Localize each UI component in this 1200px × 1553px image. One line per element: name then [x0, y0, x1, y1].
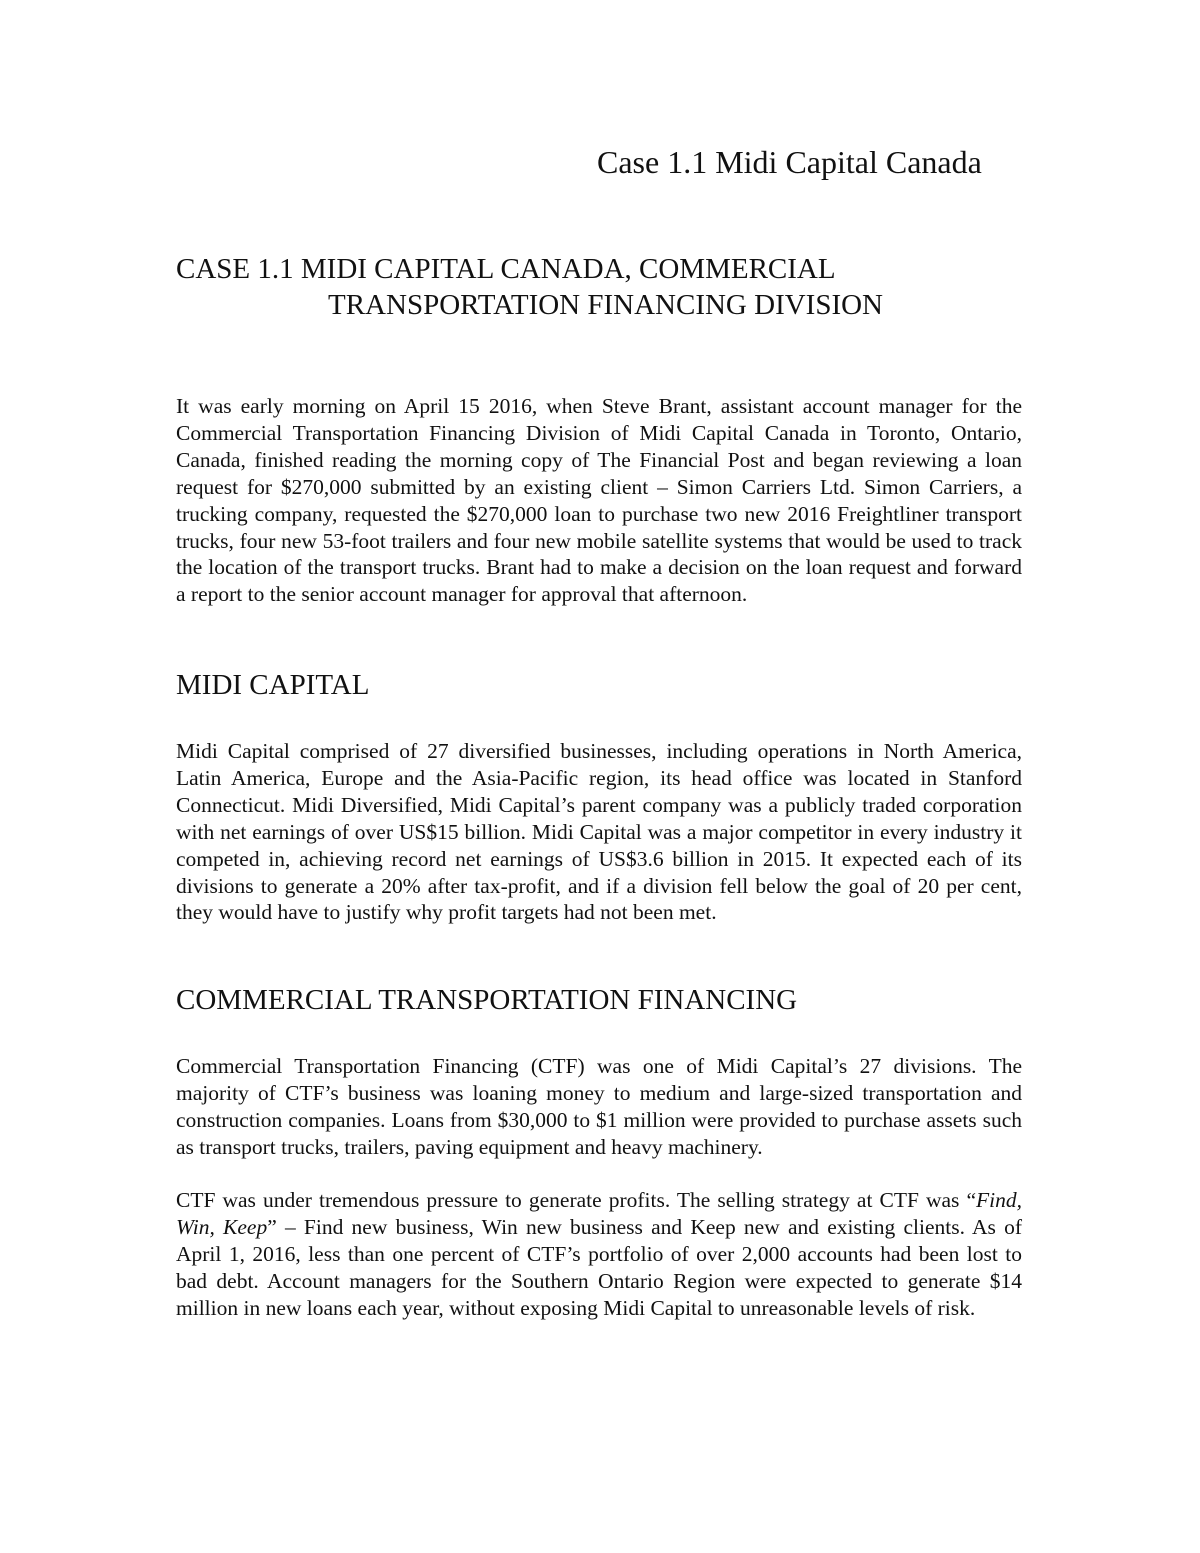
- midi-capital-paragraph: Midi Capital comprised of 27 diversified businesses, including operations in North America, Latin America, Europe and the Asia-Pacific region, its head office was located in Stanford Connecticut. Midi Diversified, Midi Capital’s parent company was a publicly traded corporation with net earnings of over US$15 billion. Midi Capital was a major competitor in every industry it competed in, achieving record net earnings of US$3.6 billion in 2015. It expected each of its divisions to generate a 20% after tax-profit, and if a division fell below the goal of 20 per cent, they would have to justify why profit targets had not been met.: [176, 739, 1022, 925]
- case-title: [176, 251, 883, 323]
- ctf-paragraph-1: Commercial Transportation Financing (CTF) was one of Midi Capital’s 27 divisions. The majority of CTF’s business was loaning money to medium and large-sized transportation and construction companies. Loans from $30,000 to $1 million were provided to purchase assets such as transport trucks, trailers, paving equipment and heavy machinery.: [176, 1054, 1022, 1159]
- selling-strategy-phrase: Find, Win, Keep: [176, 1188, 1022, 1239]
- section-heading-midi-capital: MIDI CAPITAL: [176, 669, 370, 701]
- intro-paragraph: It was early morning on April 15 2016, when Steve Brant, assistant account manager for the Commercial Transportation Financing Division of Midi Capital Canada in Toronto, Ontario, Canada, finished reading the morning copy of The Financial Post and began reviewing a loan request for $270,000 submitted by an existing client – Simon Carriers Ltd. Simon Carriers, a trucking company, requested the $270,000 loan to purchase two new 2016 Freightliner transport trucks, four new 53-foot trailers and four new mobile satellite systems that would be used to track the location of the transport trucks. Brant had to make a decision on the loan request and forward a report to the senior account manager for approval that afternoon.: [176, 394, 1022, 607]
- running-header: Case 1.1 Midi Capital Canada: [597, 144, 982, 180]
- section-heading-ctf: COMMERCIAL TRANSPORTATION FINANCING: [176, 984, 798, 1016]
- case-title-line-2: TRANSPORTATION FINANCING DIVISION: [328, 289, 883, 321]
- ctf-paragraph-2-start: CTF was under tremendous pressure to generate profits. The selling strategy at CTF was “: [176, 1188, 977, 1212]
- ctf-paragraph-2-end: ” – Find new business, Win new business and Keep new and existing clients. As of April 1, 2016, less than one percent of CTF’s portfolio of over 2,000 accounts had been lost to bad debt. Account managers for the Southern Ontario Region were expected to generate $14 million in new loans each year, without exposing Midi Capital to unreasonable levels of risk.: [176, 1214, 1023, 1320]
- case-title-line-1: CASE 1.1 MIDI CAPITAL CANADA, COMMERCIAL: [176, 253, 836, 285]
- ctf-paragraph-2: [176, 1187, 1022, 1322]
